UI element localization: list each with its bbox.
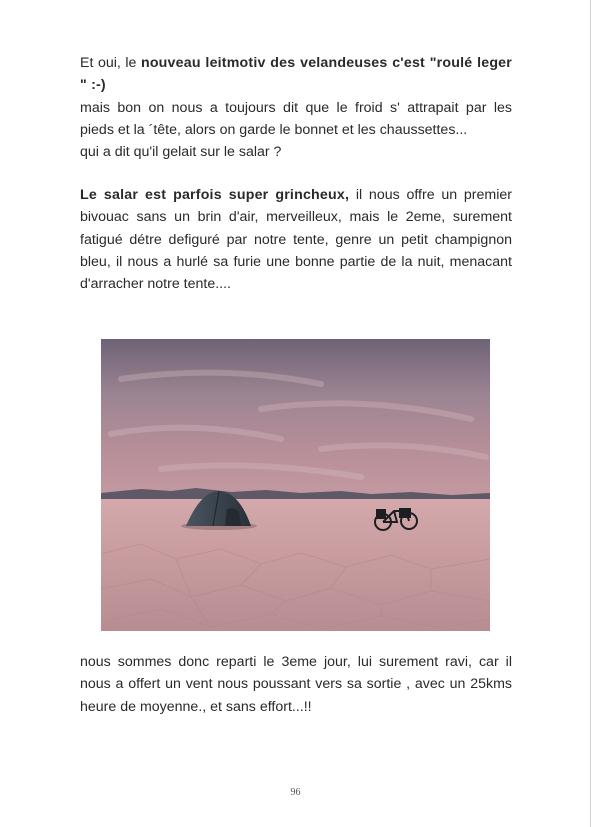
paragraph-1 <box>80 52 512 163</box>
paragraph-1-bold: nouveau leitmotiv des velandeuses c'est "roulé leger " :-) <box>80 55 512 94</box>
paragraph-1-intro: Et oui, le <box>80 55 141 71</box>
paragraph-2-text: il nous offre un premier bivouac sans un brin d'air, merveilleux, mais le 2eme, surement fatigué détre defiguré par notre tente, genre un petit champignon bleu, il nous a hurlé sa furie une bonne partie de la nuit, menacant d'arracher notre tente.... <box>80 187 512 293</box>
paragraph-1-lead <box>80 52 512 97</box>
paragraph-2-bold: Le salar est parfois super grincheux, <box>80 187 350 203</box>
paragraph-3 <box>80 651 512 718</box>
paragraph-1-line-2: mais bon on nous a toujours dit que le froid s' attrapait par les <box>80 99 512 116</box>
page-number: 96 <box>290 787 301 798</box>
salar-bivouac-photo <box>101 339 490 631</box>
paragraph-2 <box>80 184 512 295</box>
paragraph-3-text: nous sommes donc reparti le 3eme jour, lui surement ravi, car il nous a offert un vent nous poussant vers sa sortie , avec un 25kms heure de moyenne., et sans effort...!! <box>80 654 512 715</box>
sky <box>101 339 490 499</box>
paragraph-1-line-4: qui a dit qu'il gelait sur le salar ? <box>80 144 282 161</box>
salt-flat <box>101 499 490 631</box>
paragraph-2-body <box>80 184 512 295</box>
paragraph-1-line-3: pieds et la ´tête, alors on garde le bonnet et les chaussettes... <box>80 121 468 138</box>
